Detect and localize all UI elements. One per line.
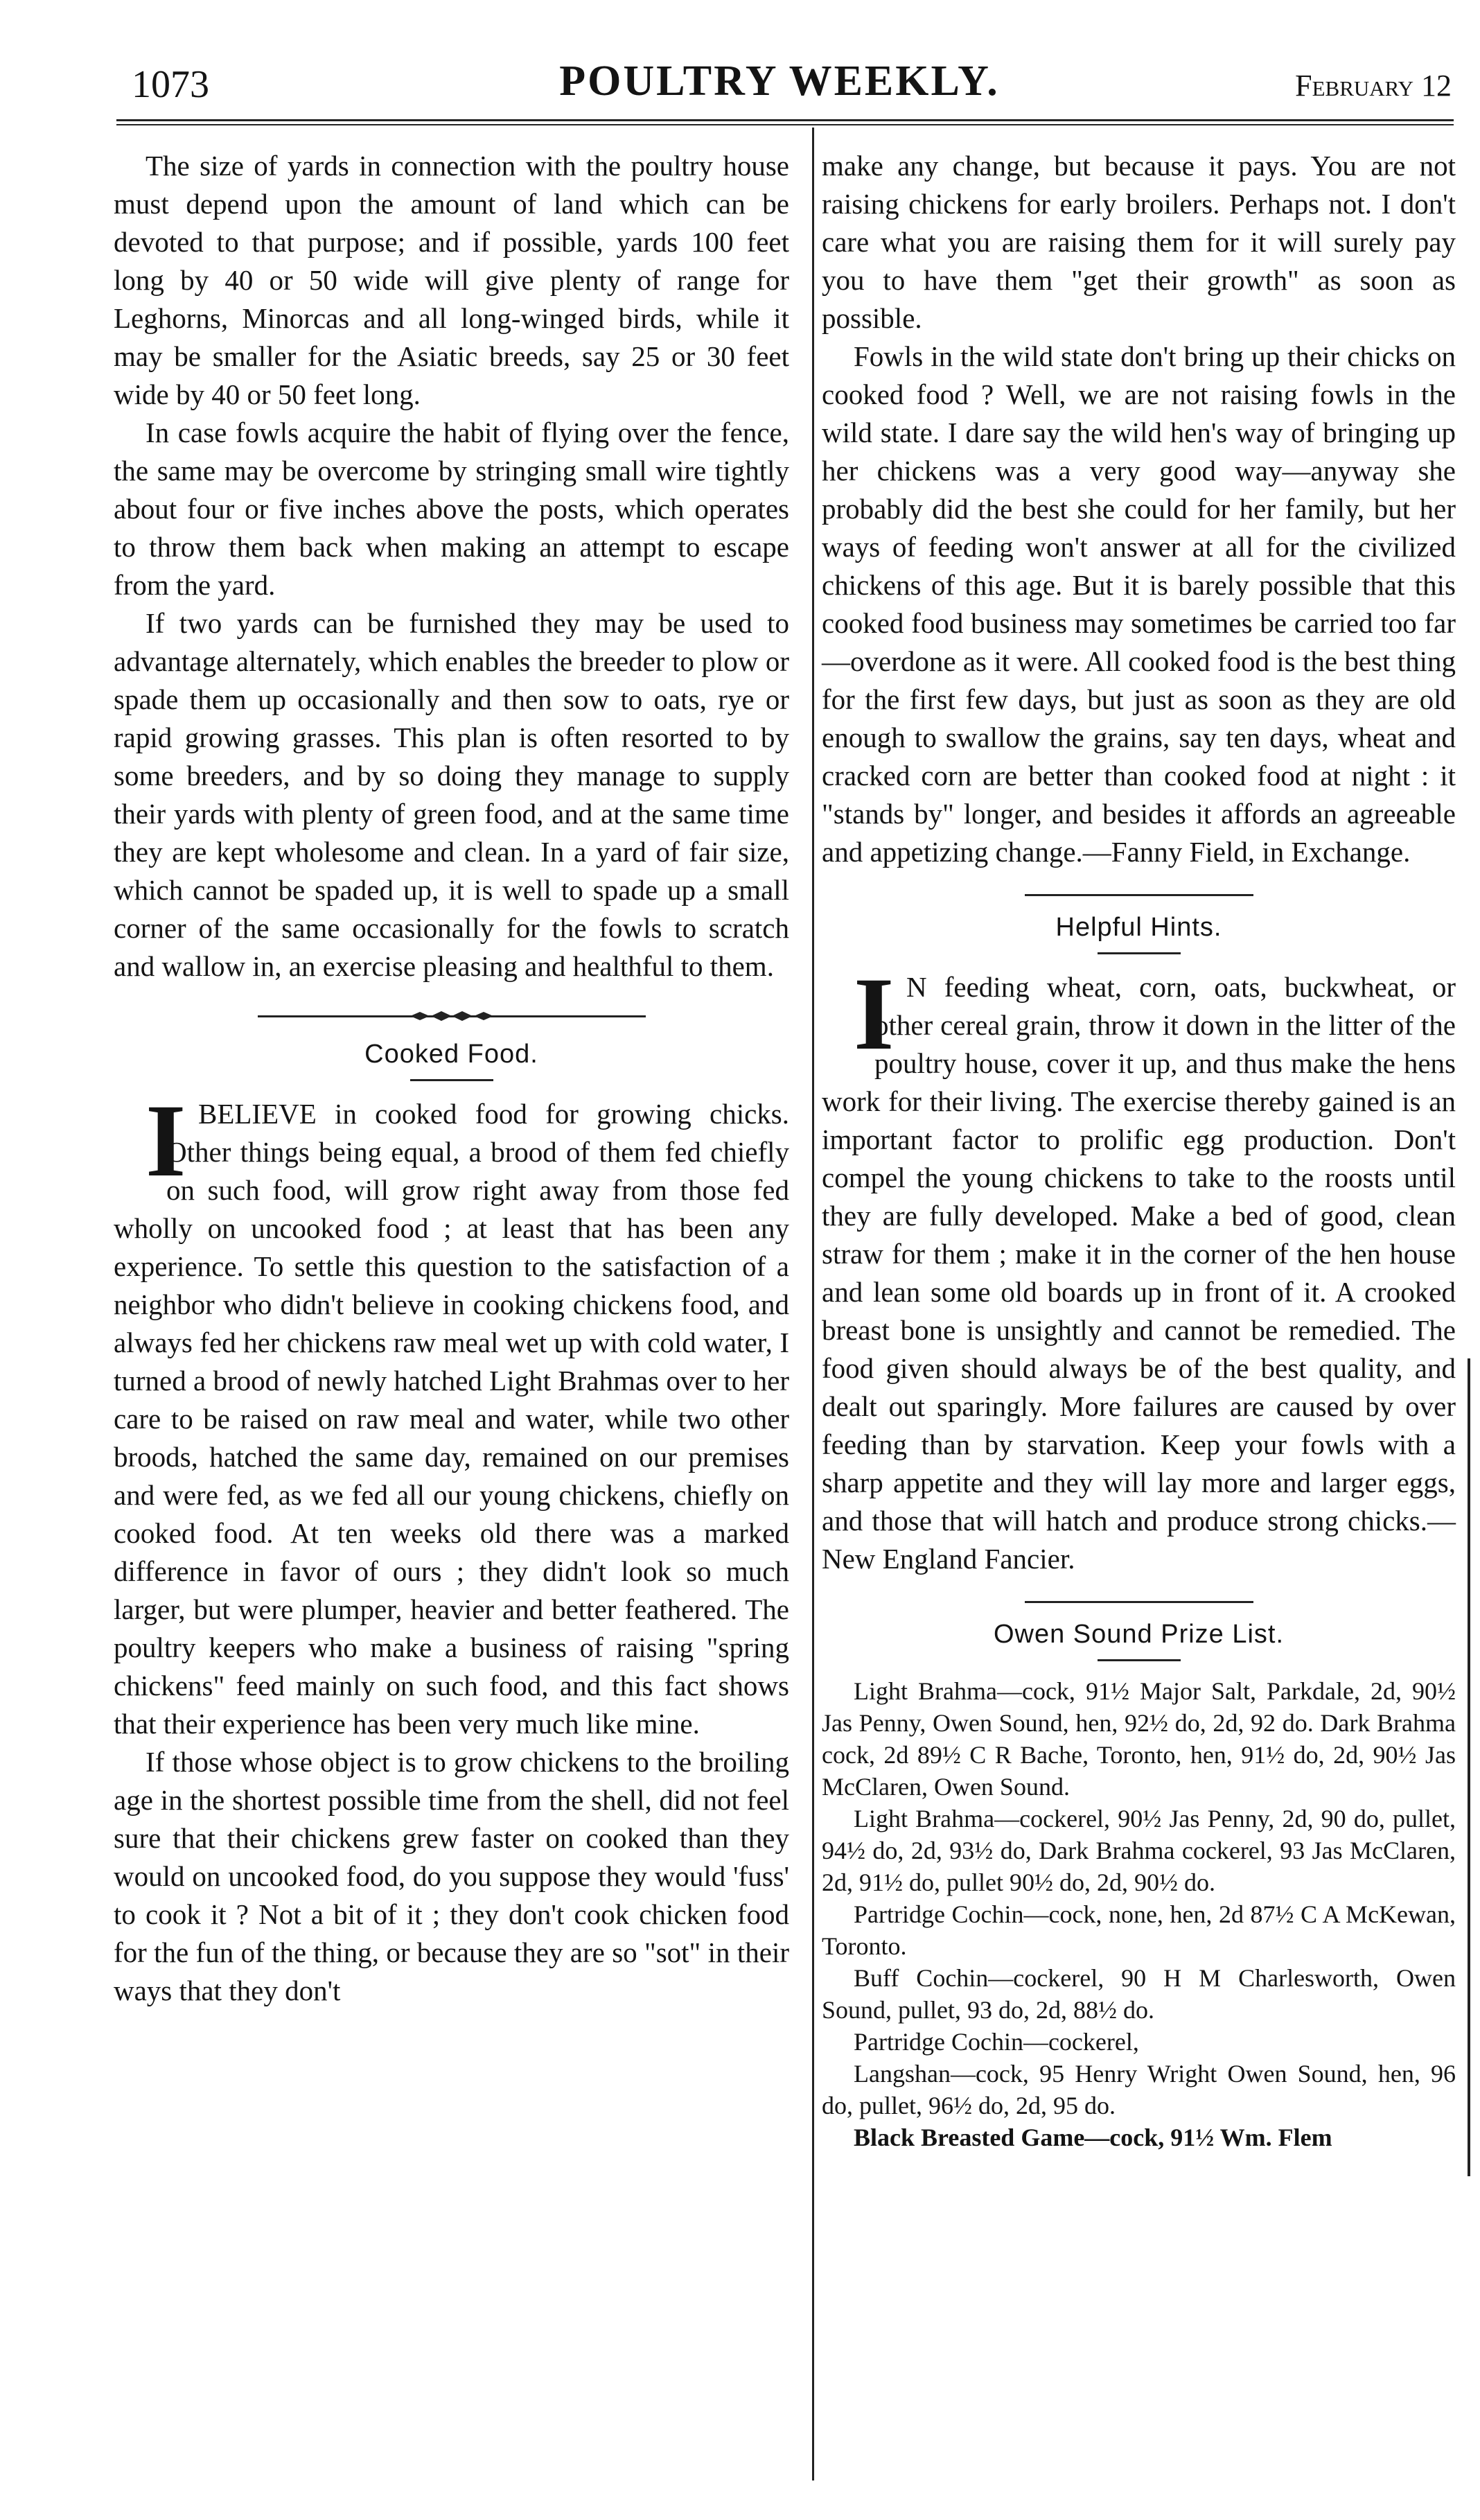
- paragraph-two-yards: If two yards can be furnished they may be used to advantage alternately, which enables the breeder to plow or spade them up occasionally and then sow to oats, rye or rapid growing grasses. This plan is often resorted to by some breeders, and by so doing they manage to supply their yards with plenty of green food, and at the same time they are kept wholesome and clean. In a yard of fair size, which cannot be spaded up, it is well to spade up a small corner of the same occasionally for the fowls to scratch and wallow in, an exercise pleasing and healthful to them.: [114, 607, 789, 982]
- right-column: [822, 147, 1456, 2153]
- list-item: Partridge Cochin—cockerel,: [854, 2028, 1139, 2056]
- page-header: [104, 54, 1455, 116]
- drop-cap: I: [146, 1083, 186, 1198]
- section-heading-cooked-food: Cooked Food.: [364, 1040, 538, 1069]
- section-rule: [1025, 892, 1253, 899]
- list-item: Light Brahma—cockerel, 90½ Jas Penny, 2d, 90 do, pullet, 94½ do, 2d, 93½ do, Dark Brahma cockerel, 93 Jas McClaren, 2d, 91½ do, pullet 90½ do, 2d, 90½ do.: [822, 1805, 1456, 1896]
- paragraph-cooked-food-2: If those whose object is to grow chickens to the broiling age in the shortest possible time from the shell, did not feel sure that their chickens grew faster on cooked than they would on uncooked food, do you suppose they would 'fuss' to cook it ? Not a bit of it ; they don't cook chicken food for the fun of the thing, or because they are so "sot" in their ways that they don't: [114, 1746, 789, 2006]
- paragraph-cooked-food-1: [114, 1083, 789, 1743]
- paragraph-wild-state: Fowls in the wild state don't bring up their chicks on cooked food ? Well, we are not raising fowls in the wild state. I dare say the wild hen's way of bringing up her chickens was a very good way—anyway she probably did the best she could for her family, but her ways of feeding won't answer at all for the civilized chickens of this age. But it is barely possible that this cooked food business may sometimes be carried too far—overdone as it were. All cooked food is the best thing for the first few days, but just as soon as they are old enough to swallow the grains, say ten days, wheat and cracked corn are better than cooked food at night : it "stands by" longer, and besides it affords an agreeable and appetizing change.—Fanny Field, in Exchange.: [822, 340, 1456, 868]
- paragraph-yard-size: The size of yards in connection with the poultry house must depend upon the amount of land which can be devoted to that purpose; and if possible, yards 100 feet long by 40 or 50 wide will give plenty of range for Leghorns, Minorcas and all long-winged birds, while it may be smaller for the Asiatic breeds, say 25 or 30 feet wide by 40 or 50 feet long.: [114, 150, 789, 410]
- list-item: Buff Cochin—cockerel, 90 H M Charlesworth, Owen Sound, pullet, 93 do, 2d, 88½ do.: [822, 1964, 1456, 2024]
- paragraph-text: BELIEVE in cooked food for growing chicks. Other things being equal, a brood of them fed chiefly on such food, will grow right away from those fed wholly on uncooked food ; at least that has been any experience. To settle this question to the satisfaction of a neighbor who didn't believe in cooking chickens food, and always fed her chickens raw meal wet up with cold water, I turned a brood of newly hatched Light Brahmas over to her care to be raised on raw meal and water, while two other broods, hatched the same day, remained on our premises and were fed, as we fed all our young chickens, chiefly on cooked food. At ten weeks old there was a marked difference in favor of ours ; they didn't look so much larger, but were plumper, heavier and better feathered. The poultry keepers who make a business of raising "spring chickens" feed mainly on such food, and this fact shows that their experience has been very much like mine.: [114, 1098, 789, 1740]
- section-heading-helpful-hints: Helpful Hints.: [1055, 913, 1222, 942]
- list-item: Black Breasted Game—cock, 91½ Wm. Flem: [854, 2124, 1332, 2151]
- paragraph-continued: make any change, but because it pays. You are not raising chickens for early broilers. Perhaps not. I don't care what you are raising them for it will surely pay you to have them "get their growth" as soon as possible.: [822, 150, 1456, 334]
- paragraph-helpful-hints: [822, 956, 1456, 1578]
- margin-rule: [1468, 1358, 1470, 2176]
- heading-underline: [1098, 1659, 1181, 1661]
- left-column: [114, 147, 789, 2010]
- paragraph-flying-fowls: In case fowls acquire the habit of flying over the fence, the same may be overcome by stringing small wire tightly about four or five inches above the posts, which operates to throw them back when making an attempt to escape from the yard.: [114, 417, 789, 601]
- issue-date: February 12: [1295, 69, 1452, 103]
- list-item: Light Brahma—cock, 91½ Major Salt, Parkdale, 2d, 90½ Jas Penny, Owen Sound, hen, 92½ do, 2d, 92 do. Dark Brahma cock, 2d 89½ C R Bache, Toronto, hen, 91½ do, 2d, 90½ Jas McClaren, Owen Sound.: [822, 1677, 1456, 1801]
- prize-list: [822, 1675, 1456, 2153]
- drop-cap: I: [854, 956, 895, 1071]
- list-item: Partridge Cochin—cock, none, hen, 2d 87½ C A McKewan, Toronto.: [822, 1900, 1456, 1960]
- ornament-icon: [410, 1010, 493, 1022]
- heading-underline: [1098, 952, 1181, 954]
- paragraph-text: N feeding wheat, corn, oats, buckwheat, or other cereal grain, throw it down in the litter of the poultry house, cover it up, and thus make the hens work for their living. The exercise thereby gained is an important factor to prolific egg production. Don't compel the young chickens to take to the roosts until they are fully developed. Make a bed of good, clean straw for them ; make it in the corner of the hen house and lean some old boards up in front of it. A crooked breast bone is unsightly and cannot be remedied. The food given should always be of the best quality, and dealt out sparingly. More failures are caused by over feeding than by starvation. Keep your fowls with a sharp appetite and they will lay more and larger eggs, and those that will hatch and produce strong chicks.—New England Fancier.: [822, 971, 1456, 1575]
- section-rule: [1025, 1599, 1253, 1606]
- publication-title: POULTRY WEEKLY.: [559, 58, 1000, 105]
- page-number: 1073: [132, 63, 209, 106]
- section-ornament: [258, 1004, 646, 1029]
- column-divider: [812, 128, 814, 2480]
- list-item: Langshan—cock, 95 Henry Wright Owen Sound, hen, 96 do, pullet, 96½ do, 2d, 95 do.: [822, 2060, 1456, 2119]
- heading-underline: [410, 1079, 493, 1081]
- section-heading-prize-list: Owen Sound Prize List.: [993, 1620, 1285, 1649]
- header-rule: [116, 119, 1454, 125]
